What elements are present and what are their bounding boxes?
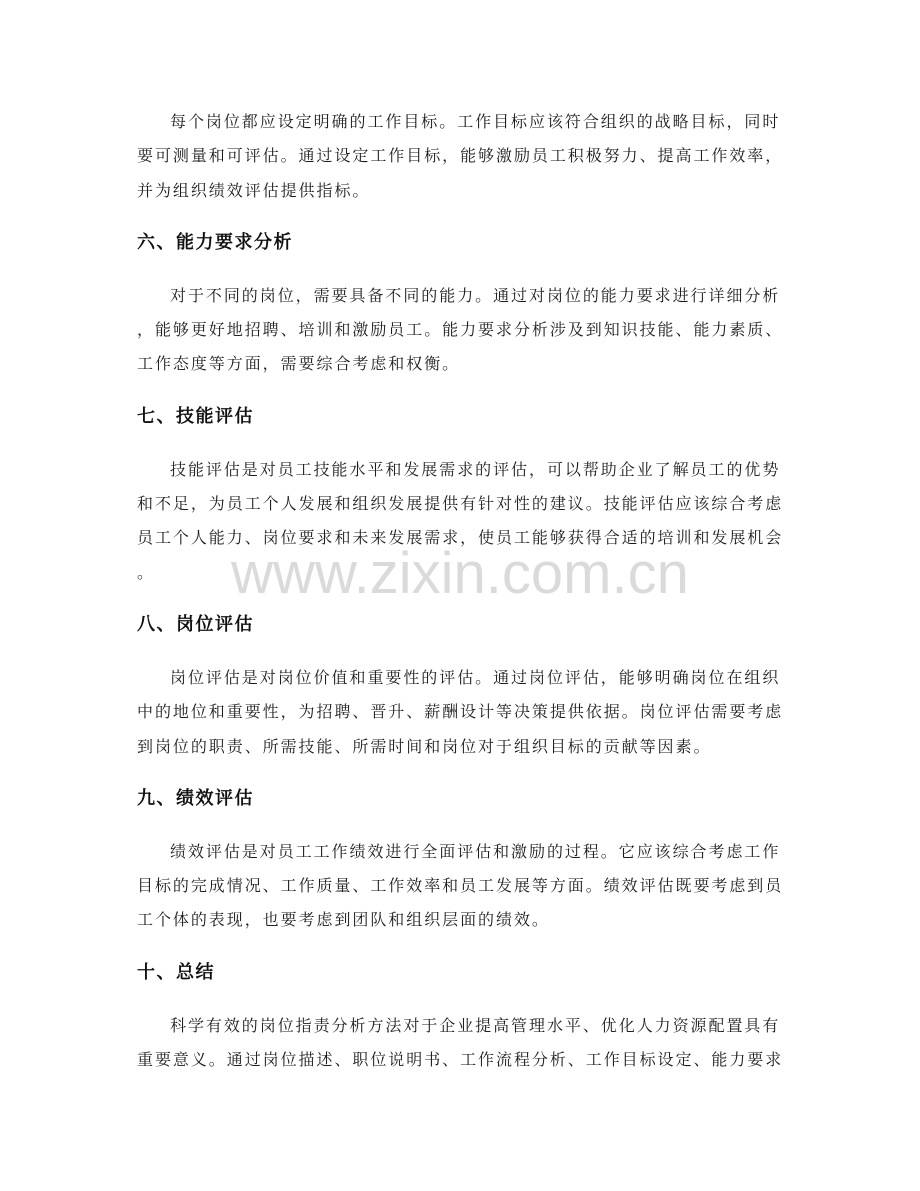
paragraph-line: 科学有效的岗位指责分析方法对于企业提高管理水平、优化人力资源配置具有 — [170, 1015, 781, 1035]
paragraph-line: 到岗位的职责、所需技能、所需时间和岗位对于组织目标的贡献等因素。 — [137, 736, 712, 756]
paragraph-line: 并为组织绩效评估提供指标。 — [137, 180, 371, 200]
section-heading: 十、总结 — [137, 961, 215, 983]
watermark: www.zixin.com.cn — [231, 541, 689, 606]
paragraph-line: 重要意义。通过岗位描述、职位说明书、工作流程分析、工作目标设定、能力要求 — [137, 1050, 784, 1070]
paragraph-line: 绩效评估是对员工工作绩效进行全面评估和激励的过程。它应该综合考虑工作 — [170, 841, 781, 861]
section-paragraph — [137, 279, 783, 382]
section-paragraph — [137, 661, 783, 764]
paragraph-line: 工作态度等方面，需要综合考虑和权衡。 — [137, 354, 461, 374]
section-skill-assessment — [137, 400, 783, 590]
document-body — [137, 105, 783, 1077]
section-paragraph — [137, 835, 783, 938]
section-heading: 六、能力要求分析 — [137, 231, 293, 253]
paragraph-line: 要可测量和可评估。通过设定工作目标，能够激励员工积极努力、提高工作效率， — [137, 146, 784, 166]
section-summary — [137, 956, 783, 1078]
section-capability-requirements — [137, 226, 783, 382]
paragraph-line: 中的地位和重要性，为招聘、晋升、薪酬设计等决策提供依据。岗位评估需要考虑 — [137, 702, 784, 722]
paragraph-line: 对于不同的岗位，需要具备不同的能力。通过对岗位的能力要求进行详细分析 — [170, 285, 781, 305]
paragraph-line: 工个体的表现，也要考虑到团队和组织层面的绩效。 — [137, 910, 550, 930]
intro-paragraph — [137, 105, 783, 208]
section-heading: 八、岗位评估 — [137, 613, 254, 635]
paragraph-line: 。 — [137, 562, 155, 582]
section-heading: 七、技能评估 — [137, 405, 254, 427]
paragraph-line: 岗位评估是对岗位价值和重要性的评估。通过岗位评估，能够明确岗位在组织 — [170, 667, 781, 687]
paragraph-line: 每个岗位都应设定明确的工作目标。工作目标应该符合组织的战略目标，同时 — [170, 112, 781, 131]
paragraph-line: 目标的完成情况、工作质量、工作效率和员工发展等方面。绩效评估既要考虑到员 — [137, 876, 784, 896]
section-performance-assessment — [137, 782, 783, 938]
paragraph-line: 和不足，为员工个人发展和组织发展提供有针对性的建议。技能评估应该综合考虑 — [137, 494, 784, 514]
section-paragraph — [137, 453, 783, 590]
paragraph-line: 技能评估是对员工技能水平和发展需求的评估，可以帮助企业了解员工的优势 — [170, 459, 781, 479]
section-heading: 九、绩效评估 — [137, 787, 254, 809]
paragraph-line: 员工个人能力、岗位要求和未来发展需求，使员工能够获得合适的培训和发展机会 — [137, 528, 784, 548]
section-position-assessment — [137, 608, 783, 764]
section-paragraph — [137, 1009, 783, 1078]
paragraph-line: ，能够更好地招聘、培训和激励员工。能力要求分析涉及到知识技能、能力素质、 — [137, 320, 784, 340]
